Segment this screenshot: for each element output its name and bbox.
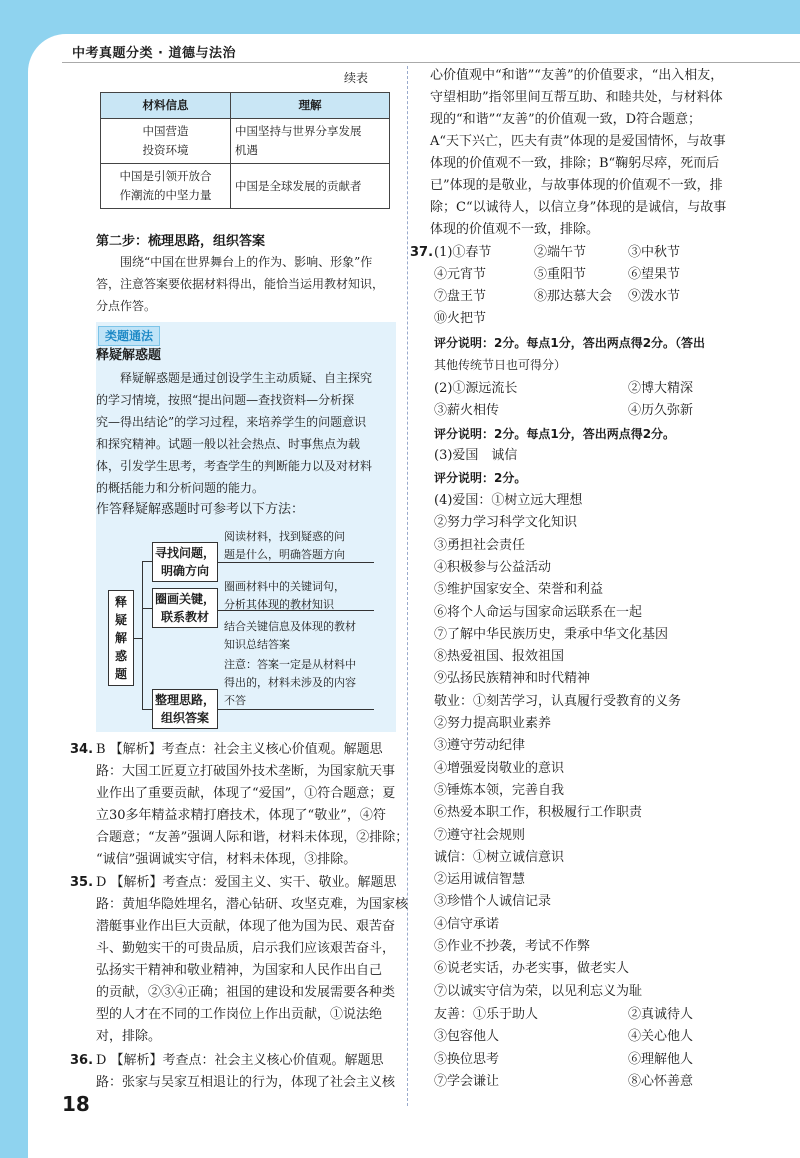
- answer-item: ④关心他人: [628, 1029, 694, 1045]
- answer-line: 路：张家与吴家互相退让的行为，体现了社会主义核: [96, 1075, 396, 1090]
- diagram-connector: [142, 561, 143, 709]
- scoring-note: 评分说明：2分。每点1分，答出两点得2分。: [434, 427, 676, 441]
- answer-item: ②努力提高职业素养: [434, 716, 552, 731]
- scoring-note: 评分说明：2分。每点1分，答出两点得2分。（答出: [434, 336, 706, 350]
- answer-item: (4)爱国：①树立远大理想: [434, 493, 583, 508]
- diagram-connector: [142, 709, 152, 710]
- answer-line: B 【解析】考查点：社会主义核心价值观。解题思: [96, 742, 383, 757]
- answer-item: ⑦遵守社会规则: [434, 827, 526, 843]
- answer-line: 守望相助”指邻里间互帮互助、和睦共处，与材料体: [430, 90, 723, 105]
- answer-item: ⑥热爱本职工作，积极履行工作职责: [434, 805, 643, 821]
- diagram-desc: 分析其体现的教材知识: [224, 598, 334, 611]
- answer-item: ③薪火相传: [434, 403, 500, 418]
- diagram-desc: 结合关键信息及体现的教材: [224, 620, 356, 633]
- question-number: 36.: [70, 1053, 94, 1068]
- running-header: 中考真题分类 · 道德与法治: [72, 46, 236, 61]
- table-header-understanding: 理解: [231, 93, 390, 119]
- diagram-underline: [218, 610, 374, 611]
- paragraph-line: 体，引发学生思考，考查学生的判断能力以及对材料: [96, 459, 373, 473]
- answer-item: ③珍惜个人诚信记录: [434, 894, 552, 910]
- question-number: 35.: [70, 875, 94, 890]
- diagram-underline: [218, 562, 374, 563]
- diagram-desc: 圈画材料中的关键词句，: [224, 580, 345, 593]
- scoring-note: 评分说明：2分。: [434, 471, 527, 485]
- paragraph-line: 的学习情境，按照“提出问题—查找资料—分析探: [96, 393, 355, 407]
- answer-line: 已”体现的是敬业，与故事体现的价值观不一致，排: [430, 178, 723, 193]
- answer-line: 路：大国工匠夏立打破国外技术垄断，为国家航天事: [96, 764, 396, 779]
- answer-line: 除；C“以诚待人，以信立身”体现的是诚信，与故事: [430, 200, 727, 215]
- answer-item: ⑤作业不抄袭，考试不作弊: [434, 939, 591, 954]
- table-cell: 中国是引领开放合 作潮流的中坚力量: [101, 164, 231, 209]
- answer-item: ⑦了解中华民族历史，秉承中华文化基因: [434, 626, 669, 642]
- table-cell: 中国营造 投资环境: [101, 119, 231, 164]
- header-rule: [62, 62, 800, 63]
- answer-item: ⑦学会谦让: [434, 1073, 500, 1089]
- festival-item: ⑥望果节: [628, 267, 681, 282]
- question-number: 37.: [410, 245, 434, 260]
- step2-heading: 第二步：梳理思路，组织答案: [96, 234, 266, 249]
- answer-item: 诚信：①树立诚信意识: [434, 849, 565, 865]
- diagram-node-find-problem: 寻找问题， 明确方向: [152, 542, 218, 582]
- answer-item: ④积极参与公益活动: [434, 559, 552, 575]
- section-heading: 释疑解惑题: [96, 348, 162, 363]
- answer-item: ⑧心怀善意: [628, 1073, 694, 1089]
- paragraph-line: 答，注意答案要依据材料得出，能恰当运用教材知识，: [96, 277, 385, 291]
- answer-item: ⑦以诚实守信为荣，以见利忘义为耻: [434, 983, 643, 999]
- diagram-desc: 阅读材料，找到疑惑的问: [224, 530, 345, 543]
- paragraph-line: 作答释疑解惑题时可参考以下方法：: [96, 502, 305, 517]
- answer-item: ②博大精深: [628, 381, 694, 396]
- diagram-connector: [142, 561, 152, 562]
- answer-line: 体现的价值观不一致，排除。: [430, 222, 600, 237]
- paragraph-line: 究—得出结论”的学习过程，来培养学生的问题意识: [96, 415, 367, 429]
- table-header-material: 材料信息: [101, 93, 231, 119]
- answer-item: ②努力学习科学文化知识: [434, 515, 578, 531]
- material-table: [100, 92, 390, 209]
- festival-item: (1)①春节: [434, 245, 492, 260]
- festival-item: ②端午节: [534, 245, 587, 260]
- diagram-desc: 题是什么，明确答题方向: [224, 548, 345, 561]
- answer-item: ⑥说老实话，办老实事，做老实人: [434, 961, 630, 977]
- answer-item: ⑨弘扬民族精神和时代精神: [434, 671, 591, 687]
- answer-item: ⑥理解他人: [628, 1051, 694, 1067]
- answer-line: D 【解析】考查点：社会主义核心价值观。解题思: [96, 1053, 384, 1068]
- diagram-underline: [218, 709, 374, 710]
- diagram-root: 释 疑 解 惑 题: [108, 590, 134, 686]
- question-number: 34.: [70, 742, 94, 757]
- answer-line: 斗、勤勉实干的可贵品质，启示我们应该艰苦奋斗，: [96, 941, 396, 956]
- paragraph-line: 和探究精神。试题一般以社会热点、时事焦点为载: [96, 437, 361, 451]
- paragraph-line: 释疑解惑题是通过创设学生主动质疑、自主探究: [120, 371, 373, 385]
- diagram-desc: 知识总结答案: [224, 638, 290, 651]
- diagram-connector: [134, 638, 142, 639]
- answer-line: 的贡献，②③④正确；祖国的建设和发展需要各种类: [96, 985, 396, 1000]
- answer-item: (2)①源远流长: [434, 381, 518, 396]
- answer-item: ⑥将个人命运与国家命运联系在一起: [434, 604, 643, 620]
- table-caption: 续表: [344, 71, 369, 85]
- diagram-note: 得出的，材料未涉及的内容: [224, 676, 356, 689]
- answer-line: 业作出了重要贡献，体现了“爱国”，①符合题意；夏: [96, 786, 396, 801]
- page-number: 18: [62, 1092, 90, 1116]
- paragraph-line: 的概括能力和分析问题的能力。: [96, 481, 265, 495]
- answer-item: 敬业：①刻苦学习，认真履行受教育的义务: [434, 693, 682, 709]
- diagram-node-mark-keys: 圈画关键， 联系教材: [152, 588, 218, 628]
- diagram-node-organize: 整理思路， 组织答案: [152, 689, 218, 729]
- column-divider: [407, 66, 408, 1106]
- festival-item: ⑤重阳节: [534, 267, 587, 282]
- answer-item: ③勇担社会责任: [434, 537, 526, 553]
- answer-item: ③遵守劳动纪律: [434, 738, 526, 754]
- answer-item: ③包容他人: [434, 1029, 500, 1045]
- paragraph-line: 分点作答。: [96, 299, 157, 313]
- answer-line: 心价值观中“和谐”“友善”的价值要求，“出入相友，: [430, 68, 724, 83]
- answer-line: D 【解析】考查点：爱国主义、实干、敬业。解题思: [96, 875, 397, 890]
- answer-line: 体现的价值观不一致，排除；B“鞠躬尽瘁，死而后: [430, 156, 720, 171]
- festival-item: ⑨泼水节: [628, 289, 681, 304]
- method-tag: 类题通法: [98, 326, 160, 346]
- diagram-note: 不答: [224, 694, 246, 707]
- answer-item: ⑤锤炼本领，完善自我: [434, 782, 565, 798]
- festival-item: ④元宵节: [434, 267, 487, 282]
- answer-line: 现的“和谐”“友善”的价值观一致，D符合题意；: [430, 112, 702, 127]
- answer-line: 路：黄旭华隐姓埋名，潜心钻研、攻坚克难，为国家核: [96, 897, 409, 912]
- festival-item: ⑦盘王节: [434, 289, 487, 304]
- answer-line: 立30多年精益求精打磨技术，体现了“敬业”，④符: [96, 808, 386, 823]
- paragraph-line: 围绕“中国在世界舞台上的作为、影响、形象”作: [120, 255, 373, 269]
- festival-item: ③中秋节: [628, 245, 681, 260]
- diagram-connector: [142, 608, 152, 609]
- answer-line: “诚信”强调诚实守信，材料未体现，③排除。: [96, 852, 357, 867]
- answer-line: 对，排除。: [96, 1029, 162, 1044]
- answer-item: ⑧热爱祖国、报效祖国: [434, 649, 565, 665]
- diagram-note: 注意：答案一定是从材料中: [224, 658, 356, 671]
- answer-line: 型的人才在不同的工作岗位上作出贡献，①说法绝: [96, 1007, 383, 1022]
- answer-item: ⑤维护国家安全、荣誉和利益: [434, 582, 604, 598]
- answer-item: ⑤换位思考: [434, 1051, 500, 1067]
- answer-item: ②真诚待人: [628, 1007, 694, 1022]
- answer-item: (3)爱国 诚信: [434, 448, 518, 463]
- answer-line: A“天下兴亡，匹夫有责”体现的是爱国情怀，与故事: [430, 134, 726, 149]
- answer-line: 潜艇事业作出巨大贡献，体现了他为国为民、艰苦奋: [96, 919, 396, 934]
- scoring-note: 其他传统节日也可得分）: [434, 358, 567, 372]
- table-cell: 中国坚持与世界分享发展 机遇: [231, 119, 390, 164]
- answer-item: ②运用诚信智慧: [434, 872, 526, 888]
- table-cell: 中国是全球发展的贡献者: [231, 164, 390, 209]
- answer-line: 弘扬实干精神和敬业精神，为国家和人民作出自己: [96, 963, 383, 978]
- answer-item: 友善：①乐于助人: [434, 1007, 539, 1022]
- answer-item: ④增强爱岗敬业的意识: [434, 760, 565, 776]
- answer-item: ④历久弥新: [628, 403, 694, 418]
- answer-item: ④信守承诺: [434, 916, 500, 932]
- festival-item: ⑩火把节: [434, 311, 487, 326]
- festival-item: ⑧那达慕大会: [534, 289, 613, 304]
- answer-line: 合题意；“友善”强调人际和谐，材料未体现，②排除；: [96, 830, 409, 845]
